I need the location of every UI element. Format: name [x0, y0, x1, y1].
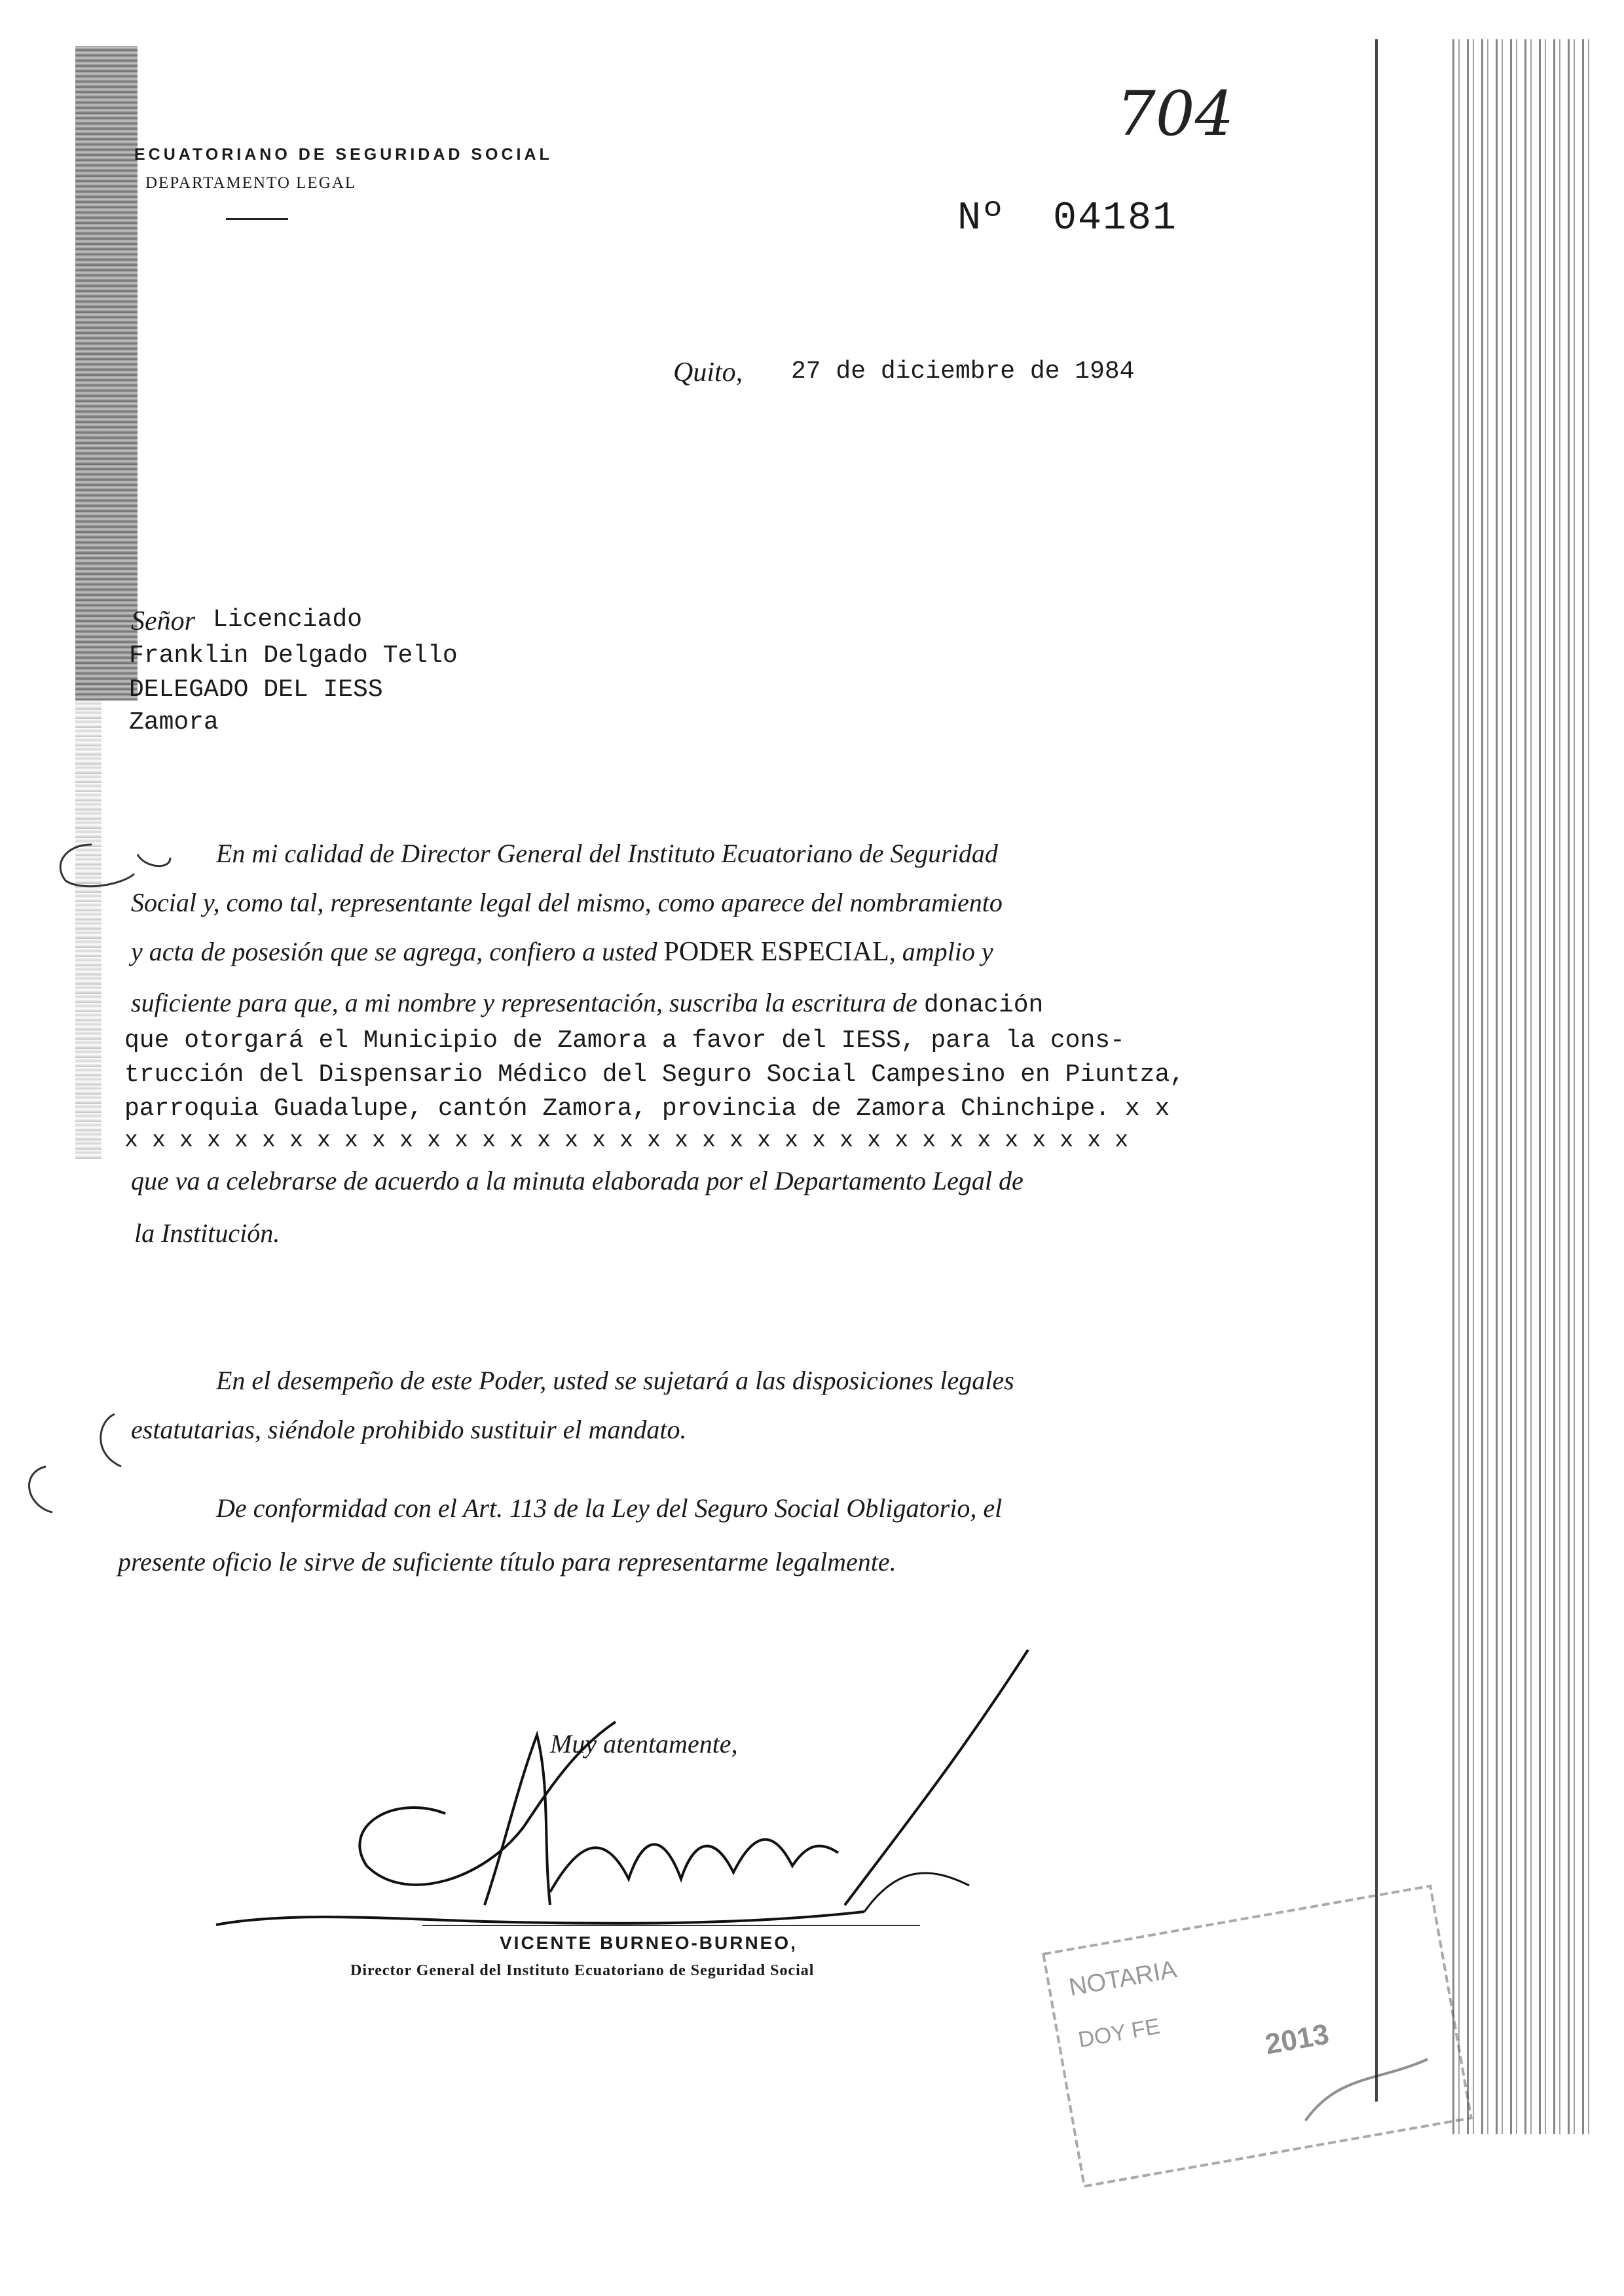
scan-edge-right	[1452, 39, 1590, 2134]
recipient-salutation: Señor	[131, 606, 195, 636]
notary-stamp	[1033, 1859, 1483, 2214]
body-line	[131, 936, 993, 968]
body-text: , amplio y	[889, 937, 993, 966]
body-text: donación	[923, 991, 1044, 1019]
body-line: En mi calidad de Director General del Instituto Ecuatoriano de Seguridad	[216, 839, 998, 868]
recipient-name: Franklin Delgado Tello	[129, 642, 458, 670]
signer-title: Director General del Instituto Ecuatoriano de Seguridad Social	[350, 1962, 815, 1979]
hole-punch-mark-bottom	[0, 1394, 151, 1519]
stamp-text: NOTARIA	[1067, 1956, 1179, 2002]
body-line: trucción del Dispensario Médico del Seguro Social Campesino en Piuntza,	[124, 1061, 1185, 1089]
body-line: x x x x x x x x x x x x x x x x x x x x x x x x x x x x x x x x x x x x x	[124, 1127, 1129, 1154]
body-line: que otorgará el Municipio de Zamora a favor del IESS, para la cons-	[124, 1027, 1125, 1055]
body-line: Social y, como tal, representante legal del mismo, como aparece del nombramiento	[131, 888, 1003, 917]
scan-edge-left-fade	[75, 701, 101, 1159]
body-line: parroquia Guadalupe, cantón Zamora, provincia de Zamora Chinchipe. x x	[124, 1095, 1170, 1123]
body-line: estatutarias, siéndole prohibido sustituir el mandato.	[131, 1415, 687, 1444]
body-line	[131, 987, 1043, 1019]
recipient-title: Licenciado	[213, 606, 363, 634]
header-rule	[226, 218, 288, 220]
date-text: 27 de diciembre de 1984	[791, 357, 1135, 386]
body-text: y acta de posesión que se agrega, confiero a usted	[131, 937, 664, 966]
scan-edge-left	[75, 46, 138, 701]
document-number-label: Nº	[957, 196, 1005, 241]
handwritten-number: 704	[1116, 79, 1234, 150]
department-name: DEPARTAMENTO LEGAL	[145, 174, 357, 192]
closing-text: Muy atentamente,	[550, 1729, 738, 1758]
handwritten-signature	[210, 1630, 1061, 1971]
signature-rule	[422, 1925, 920, 1926]
hole-punch-mark-top	[39, 805, 183, 897]
document-number: 04181	[1053, 196, 1178, 241]
recipient-location: Zamora	[129, 708, 219, 737]
body-line: De conformidad con el Art. 113 de la Ley del Seguro Social Obligatorio, el	[216, 1493, 1003, 1523]
body-line: la Institución.	[134, 1218, 280, 1248]
body-line: En el desempeño de este Poder, usted se sujetará a las disposiciones legales	[216, 1366, 1014, 1395]
stamp-text: DOY FE	[1076, 2013, 1162, 2053]
date-city: Quito,	[673, 357, 743, 388]
stamp-text: 2013	[1263, 2018, 1332, 2061]
body-line: presente oficio le sirve de suficiente título para representarme legalmente.	[118, 1547, 896, 1576]
body-text: suficiente para que, a mi nombre y representación, suscriba la escritura de	[131, 988, 924, 1017]
signer-name: VICENTE BURNEO-BURNEO,	[500, 1933, 798, 1953]
body-emphasis: PODER ESPECIAL	[663, 937, 889, 967]
recipient-position: DELEGADO DEL IESS	[129, 676, 383, 704]
scan-edge-line	[1375, 39, 1378, 2102]
body-line: que va a celebrarse de acuerdo a la minuta elaborada por el Departamento Legal de	[131, 1166, 1024, 1195]
organization-name: ECUATORIANO DE SEGURIDAD SOCIAL	[134, 145, 553, 164]
